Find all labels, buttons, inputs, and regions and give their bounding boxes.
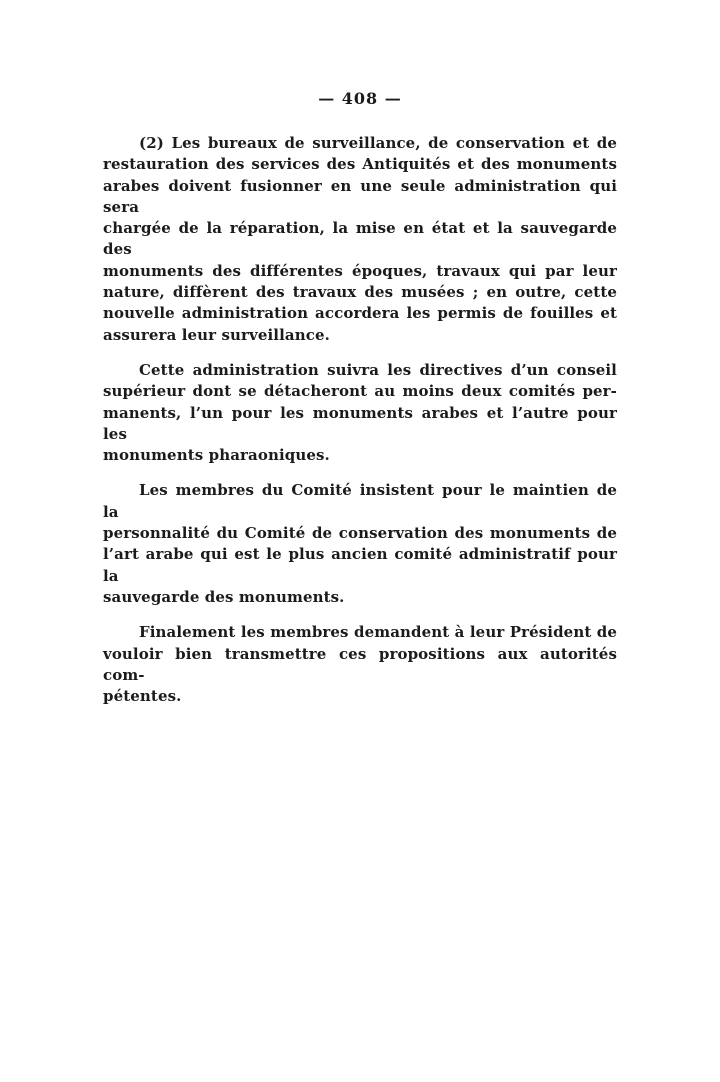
paragraph [103,480,617,608]
paragraph [103,360,617,466]
text-line: monuments des différentes époques, travaux qui par leur [103,261,617,280]
text-line: monuments pharaoniques. [103,446,330,465]
text-line: sauvegarde des monuments. [103,587,345,606]
text-block [103,133,617,707]
text-line: Cette administration suivra les directives d’un conseil [139,360,617,379]
page-number: — 408 — [318,89,402,108]
text-line: arabes doivent fusionner en une seule administration qui sera [103,176,617,216]
text-line: l’art arabe qui est le plus ancien comité administratif pour la [103,545,617,585]
text-line: Finalement les membres demandent à leur Président de [139,623,617,642]
text-line: Les membres du Comité insistent pour le maintien de la [103,481,617,521]
text-line: pétentes. [103,687,182,706]
text-line: vouloir bien transmettre ces propositions aux autorités com- [103,644,617,684]
text-line: manents, l’un pour les monuments arabes et l’autre pour les [103,403,617,443]
text-line: chargée de la réparation, la mise en état et la sauvegarde des [103,219,617,259]
text-line: nature, diffèrent des travaux des musées ; en outre, cette [103,283,617,302]
text-line: nouvelle administration accordera les permis de fouilles et [103,304,617,323]
text-line: supérieur dont se détacheront au moins deux comités per- [103,382,617,401]
text-line: (2) Les bureaux de surveillance, de conservation et de [139,134,617,152]
text-line: restauration des services des Antiquités et des monuments [103,155,617,174]
text-line: assurera leur surveillance. [103,325,330,344]
text-line: personnalité du Comité de conservation des monuments de [103,524,617,543]
paragraph [103,622,617,707]
paragraph [103,133,617,346]
